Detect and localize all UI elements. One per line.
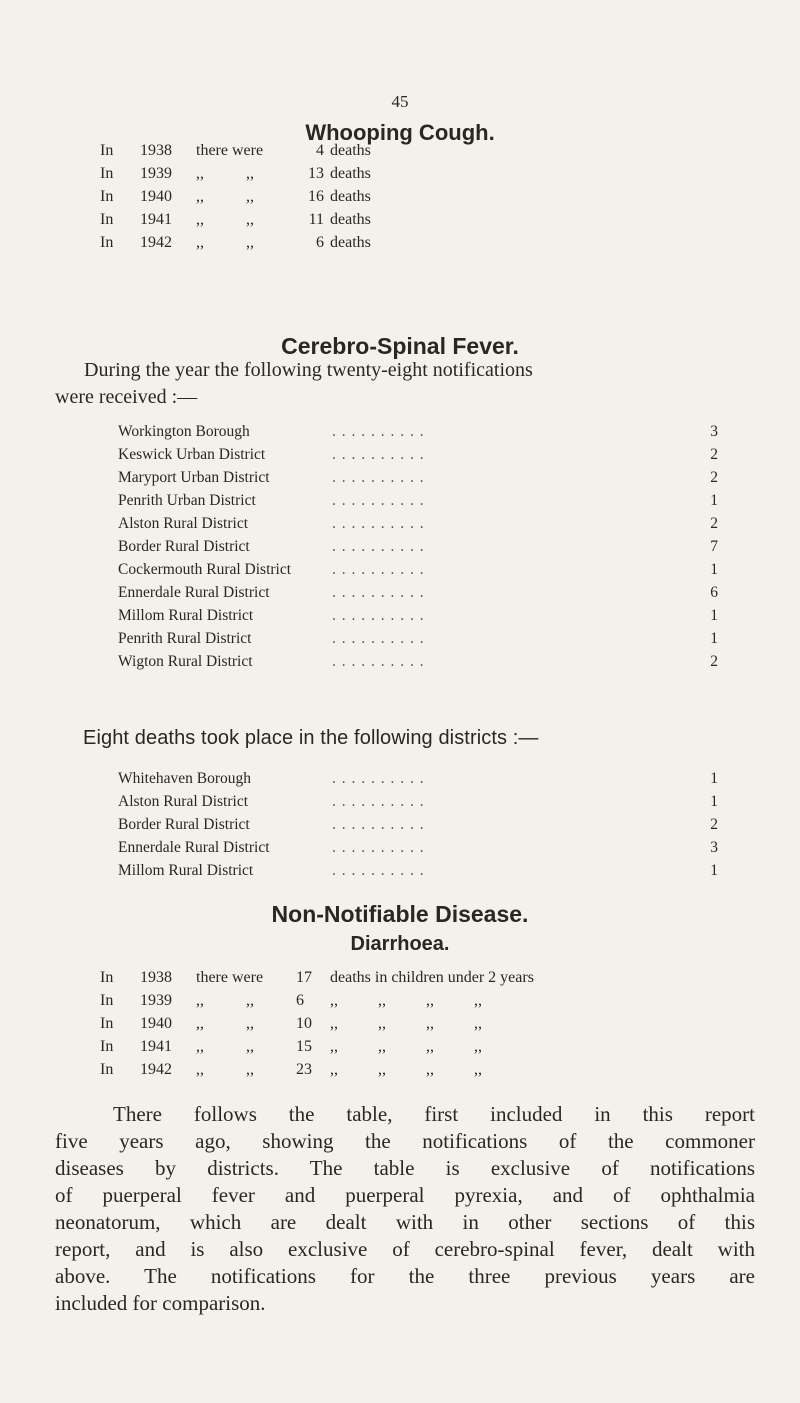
deaths-table: [118, 767, 718, 882]
cerebro-spinal-heading: Cerebro-Spinal Fever.: [281, 333, 519, 359]
diarrhoea-heading: Diarrhoea.: [350, 933, 450, 955]
whooping-cough-heading: Whooping Cough.: [305, 120, 495, 145]
whooping-cough-list: [100, 139, 371, 254]
non-notifiable-heading: Non-Notifiable Disease.: [271, 901, 529, 927]
table-row: Border Rural District . . . . . . . . . . 7: [118, 537, 718, 555]
notifications-table: [118, 420, 718, 673]
table-row: Border Rural District . . . . . . . . . . 2: [118, 815, 718, 833]
table-row: Penrith Urban District . . . . . . . . . . 1: [118, 491, 718, 509]
table-row: Wigton Rural District . . . . . . . . . . 2: [118, 652, 718, 670]
list-item: In 1939 ,, ,, 13 deaths: [100, 164, 371, 182]
list-item: In 1939 ,, ,, 6 ,, ,, ,, ,,: [100, 991, 482, 1009]
table-row: Millom Rural District . . . . . . . . . . 1: [118, 606, 718, 624]
list-item: In 1940 ,, ,, 10 ,, ,, ,, ,,: [100, 1014, 482, 1032]
table-row: Cockermouth Rural District . . . . . . . . . . 1: [118, 560, 718, 578]
table-row: Penrith Rural District . . . . . . . . . . 1: [118, 629, 718, 647]
list-item: In 1938 there were 4 deaths: [100, 141, 371, 159]
list-item: In 1942 ,, ,, 6 deaths: [100, 233, 371, 251]
table-row: Alston Rural District . . . . . . . . . . 2: [118, 514, 718, 532]
list-item: In 1942 ,, ,, 23 ,, ,, ,, ,,: [100, 1060, 482, 1078]
list-item: In 1941 ,, ,, 11 deaths: [100, 210, 371, 228]
table-row: Workington Borough . . . . . . . . . . 3: [118, 422, 718, 440]
table-row: Millom Rural District . . . . . . . . . . 1: [118, 861, 718, 879]
table-row: Whitehaven Borough . . . . . . . . . . 1: [118, 769, 718, 787]
list-item: In 1938 there were 17 deaths in children under 2 years: [100, 968, 534, 986]
list-item: In 1941 ,, ,, 15 ,, ,, ,, ,,: [100, 1037, 482, 1055]
diarrhoea-list: [100, 966, 534, 1081]
table-row: Keswick Urban District . . . . . . . . . . 2: [118, 445, 718, 463]
table-row: Ennerdale Rural District . . . . . . . . . . 6: [118, 583, 718, 601]
deaths-heading: Eight deaths took place in the following districts :—: [83, 727, 539, 749]
list-item: In 1940 ,, ,, 16 deaths: [100, 187, 371, 205]
table-row: Ennerdale Rural District . . . . . . . . . . 3: [118, 838, 718, 856]
table-row: Alston Rural District . . . . . . . . . . 1: [118, 792, 718, 810]
closing-paragraph: There follows the table, first included in this report five years ago, showing the notifications of the commoner diseases by districts. The table is exclusive of notifications of puerperal fever and puerperal pyrexia, and of ophthalmia neonatorum, which are dealt with in other sections of this report, and is also exclusive of cerebro-spinal fever, dealt with above. The notifications for the three previous years are included for comparison.: [55, 1102, 755, 1315]
cerebro-spinal-intro: During the year the following twenty-eight notifications were received :—: [55, 359, 533, 408]
page-number: 45: [391, 92, 409, 111]
table-row: Maryport Urban District . . . . . . . . . . 2: [118, 468, 718, 486]
